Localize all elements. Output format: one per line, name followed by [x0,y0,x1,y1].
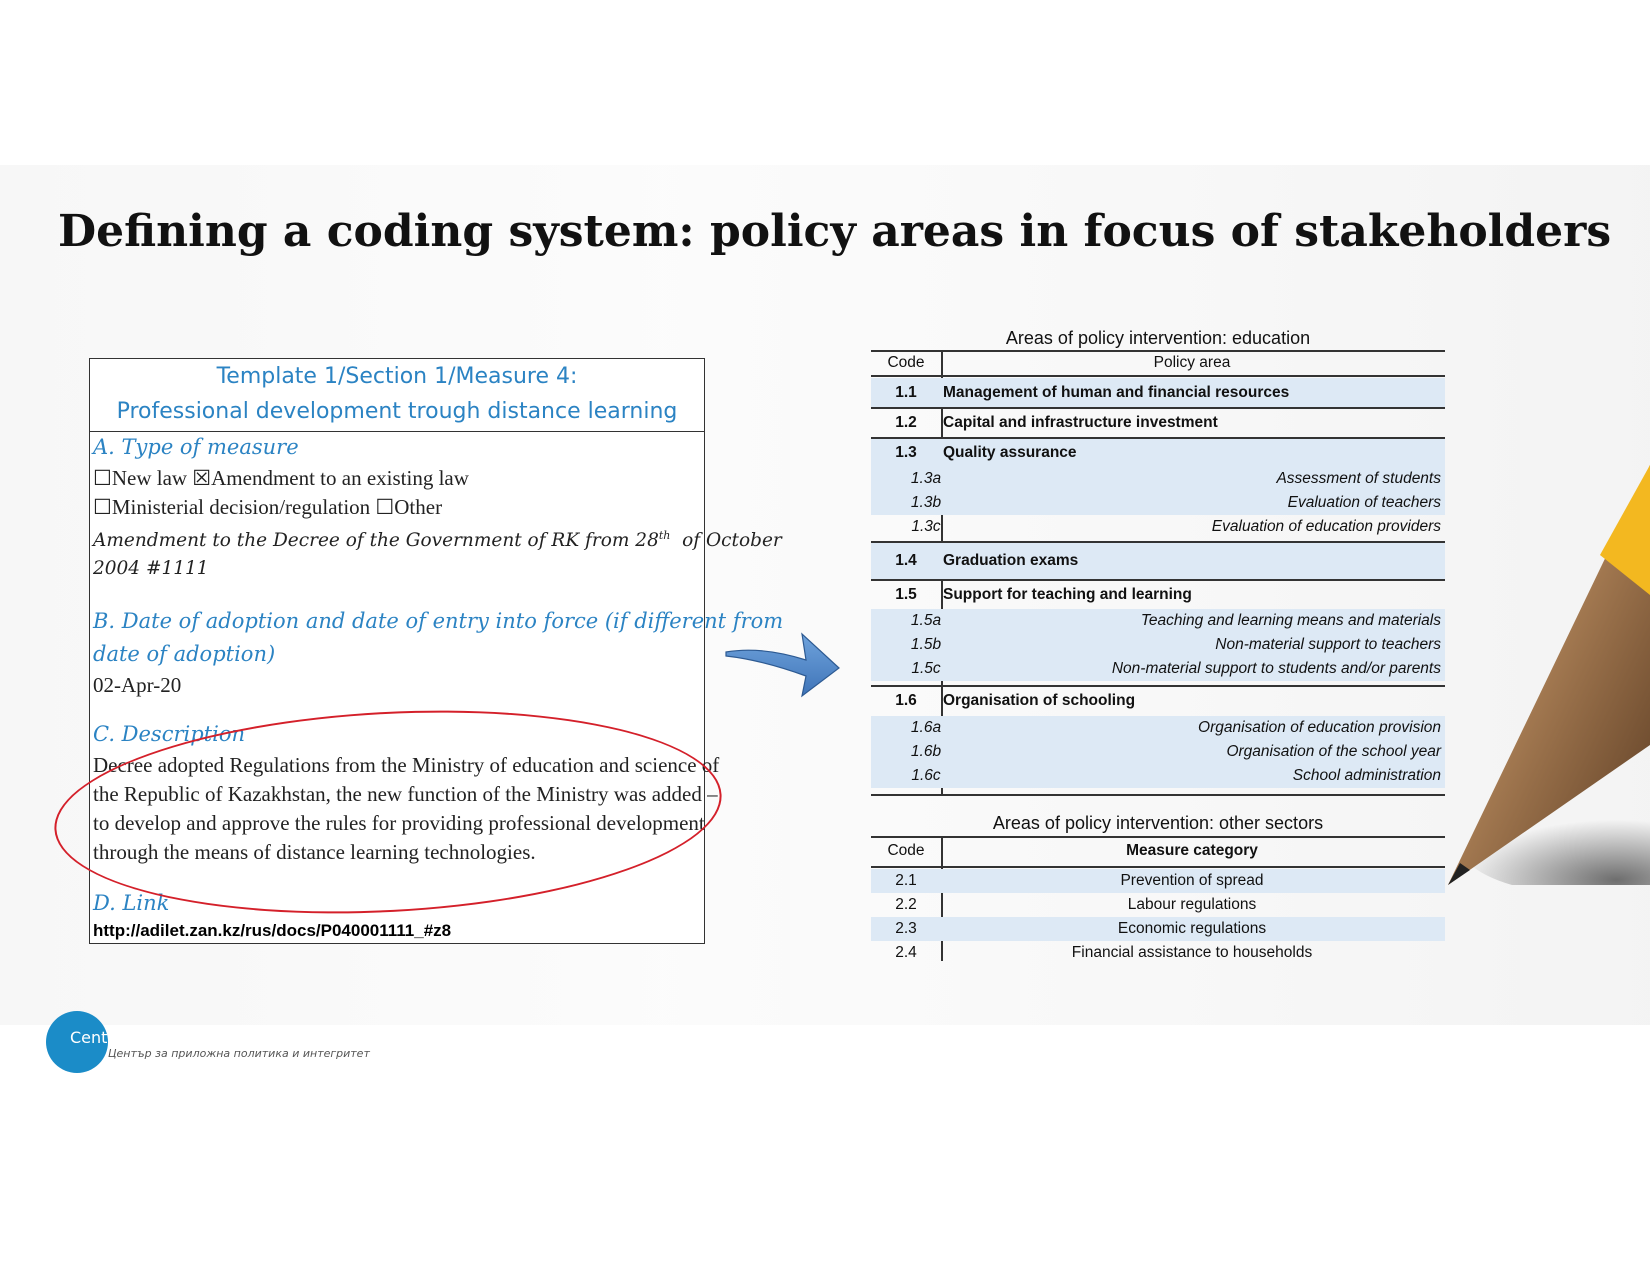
table-rule [871,437,1445,439]
section-a-label: A. Type of measure [93,435,299,459]
policy-area-row [871,740,1445,764]
measure-type-row1: ☐New law ☒Amendment to an existing law [93,466,469,490]
row-area: Teaching and learning means and materials [1140,612,1441,629]
logo-name [70,1028,375,1047]
row-area: Quality assurance [943,444,1077,461]
policy-area-row [871,491,1445,515]
row-code: 1.3b [910,494,942,511]
row-code: 1.5 [895,586,917,603]
col-code-header: Code [887,354,925,371]
education-table-header [871,354,1445,376]
row-code: 1.2 [895,414,917,431]
row-area: Financial assistance to households [1071,944,1313,961]
policy-area-row [871,467,1445,491]
policy-area-row [871,408,1445,438]
col-area-header: Policy area [1153,354,1231,371]
slide-title: Defining a coding system: policy areas in focus of stakeholders [58,206,1612,257]
row-area: Economic regulations [1117,920,1267,937]
table-rule [871,541,1445,543]
section-c-label: C. Description [93,722,245,746]
template-heading-line2: Professional development trough distance learning [116,399,678,424]
row-code: 1.4 [895,552,917,569]
row-area: Organisation of schooling [943,692,1136,709]
table-header-row [871,842,1445,864]
policy-area-row [871,686,1445,716]
amendment-line1-text: Amendment to the Decree of the Government of RK from 28 [93,530,659,552]
measure-category-row [871,917,1445,941]
row-area: Organisation of education provision [1198,719,1441,736]
table-rule [871,350,1445,352]
section-b-line2: date of adoption) [93,642,276,666]
amendment-line1 [93,529,782,551]
law-link[interactable]: http://adilet.zan.kz/rus/docs/P040001111_#z8 [93,921,452,940]
other-table-header [871,842,1445,864]
template-heading-line1: Template 1/Section 1/Measure 4: [216,364,578,389]
table-rule [871,794,1445,796]
policy-area-row [871,542,1445,580]
policy-area-row [871,716,1445,740]
row-area: School administration [1292,767,1441,784]
policy-area-row [871,378,1445,408]
row-area: Evaluation of teachers [1287,494,1441,511]
row-code: 1.5b [910,636,942,653]
row-area: Capital and infrastructure investment [943,414,1218,431]
row-area: Management of human and financial resources [943,384,1290,401]
policy-area-row [871,515,1445,539]
row-code: 2.2 [895,896,917,913]
measure-category-row [871,941,1445,965]
table-rule [871,866,1445,868]
row-code: 1.6c [911,767,941,784]
policy-area-row [871,609,1445,633]
policy-area-row [871,657,1445,681]
amendment-superscript: th [658,529,671,542]
table-rule [871,579,1445,581]
row-area: Evaluation of education providers [1211,518,1441,535]
pencil-image [1440,445,1650,885]
amendment-line1-end: of October [682,530,782,552]
description-line: through the means of distance learning technologies. [93,840,536,864]
row-code: 2.1 [895,872,917,889]
row-code: 1.6b [910,743,942,760]
policy-area-row [871,438,1445,468]
row-code: 1.3 [895,444,917,461]
description-line: the Republic of Kazakhstan, the new function of the Ministry was added – [93,782,718,806]
row-code: 1.3a [910,470,942,487]
description-line: Decree adopted Regulations from the Ministry of education and science of [93,753,720,777]
col-area-header: Measure category [1126,842,1258,859]
row-area: Organisation of the school year [1226,743,1441,760]
col-code-header: Code [887,842,925,859]
amendment-line2: 2004 #1111 [93,558,209,579]
education-table-title: Areas of policy intervention: education [1005,328,1311,348]
measure-type-row2: ☐Ministerial decision/regulation ☐Other [93,495,443,519]
row-code: 1.6a [910,719,942,736]
template-heading [90,359,704,432]
row-area: Non-material support to students and/or parents [1111,660,1441,677]
table-rule [871,836,1445,838]
table-rule [871,685,1445,687]
measure-category-row [871,869,1445,893]
row-code: 1.3c [911,518,941,535]
logo-subtitle: Център за приложна политика и интегритет [108,1047,370,1060]
right-arrow-icon [722,628,842,698]
row-area: Graduation exams [943,552,1079,569]
description-line: to develop and approve the rules for providing professional development [93,811,705,835]
table-rule [871,407,1445,409]
row-code: 2.3 [895,920,917,937]
other-table-title: Areas of policy intervention: other sectors [992,813,1324,833]
row-code: 2.4 [895,944,917,961]
policy-area-row [871,633,1445,657]
row-area: Non-material support to teachers [1215,636,1441,653]
row-area: Prevention of spread [1120,872,1264,889]
row-area: Labour regulations [1127,896,1257,913]
row-area: Support for teaching and learning [943,586,1192,603]
adoption-date: 02-Apr-20 [93,673,182,697]
policy-area-row [871,764,1445,788]
measure-category-row [871,893,1445,917]
section-b-line1: B. Date of adoption and date of entry into force (if different from [93,609,784,633]
row-code: 1.1 [895,384,917,401]
row-code: 1.6 [895,692,917,709]
row-code: 1.5c [911,660,941,677]
row-area: Assessment of students [1276,470,1441,487]
policy-area-row [871,580,1445,610]
table-header-row [871,354,1445,376]
logo-name-text: Center for Applied Policy and Integrity [70,1028,376,1047]
section-d-label: D. Link [93,891,170,915]
table-rule [871,375,1445,377]
row-code: 1.5a [910,612,942,629]
